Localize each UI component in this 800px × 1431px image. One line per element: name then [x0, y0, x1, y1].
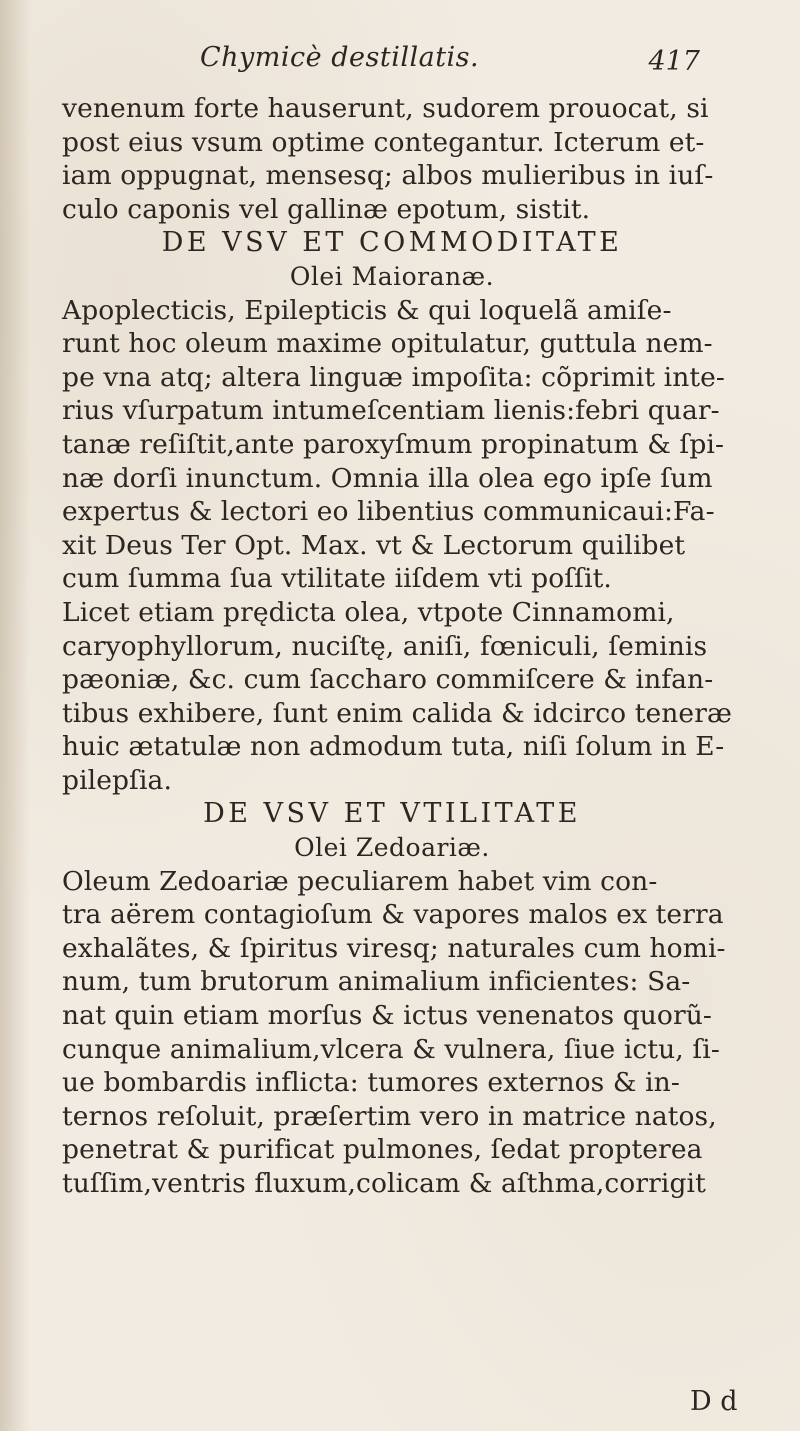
running-head	[200, 42, 700, 86]
text-line: expertus & lectori eo libentius communicaui:Fa-	[62, 496, 715, 528]
section-heading: DE VSV ET COMMODITATE	[161, 227, 623, 259]
text-line: pilepſia.	[62, 764, 172, 796]
text-line: cunque animalium,vlcera & vulnera, ſiue ictu, ſi-	[62, 1033, 720, 1065]
section-subheading: Olei Maioranæ.	[289, 261, 495, 291]
text-line: runt hoc oleum maxime opitulatur, guttula nem-	[62, 328, 713, 360]
text-line: num, tum brutorum animalium inficientes: Sa-	[62, 966, 691, 998]
text-line: nat quin etiam morſus & ictus venenatos quorũ-	[62, 1000, 712, 1032]
page-number: 417	[648, 46, 700, 77]
text-line: post eius vsum optime contegantur. Icterum et-	[62, 126, 705, 158]
text-line: cum ſumma ſua vtilitate iiſdem vti poſſit.	[62, 563, 612, 595]
text-line: rius vſurpatum intumeſcentiam lienis:febri quar-	[62, 395, 720, 427]
text-line: næ dorſi inunctum. Omnia illa olea ego ipſe ſum	[62, 462, 713, 494]
text-line: iam oppugnat, mensesq; albos mulieribus in iuſ-	[62, 160, 714, 192]
text-block	[62, 92, 774, 1201]
section-subheading: Olei Zedoariæ.	[294, 833, 490, 863]
text-line: culo caponis vel gallinæ epotum, sistit.	[62, 193, 591, 225]
text-line: tibus exhibere, ſunt enim calida & idcirco teneræ	[62, 697, 732, 729]
text-line: tanæ reſiſtit,ante paroxyſmum propinatum & ſpi-	[62, 428, 725, 460]
text-line: penetrat & purificat pulmones, ſedat propterea	[62, 1134, 703, 1166]
running-head-title: Chymicè destillatis.	[200, 42, 480, 73]
text-line: exhalãtes, & ſpiritus viresq; naturales cum homi-	[62, 932, 726, 964]
text-line: tra aërem contagioſum & vapores malos ex terra	[62, 899, 724, 931]
text-line: xit Deus Ter Opt. Max. vt & Lectorum quilibet	[62, 529, 686, 561]
text-line: tuſſim,ventris fluxum,colicam & aſthma,corrigit	[62, 1168, 706, 1199]
text-line: venenum forte hauserunt, sudorem prouocat, si	[62, 93, 709, 124]
catchword: D d	[690, 1386, 738, 1417]
text-line: huic ætatulæ non admodum tuta, niſi ſolum in E-	[62, 731, 725, 763]
text-line: ternos reſoluit, præſertim vero in matrice natos,	[62, 1100, 717, 1132]
text-line: caryophyllorum, nuciſtę, aniſi, fœniculi, ſeminis	[62, 630, 708, 662]
text-line: pæoniæ, &c. cum ſaccharo commiſcere & infan-	[62, 664, 714, 696]
text-line: Apoplecticis, Epilepticis & qui loquelã amiſe-	[62, 294, 672, 326]
text-line: Oleum Zedoariæ peculiarem habet vim con-	[62, 865, 658, 897]
text-line: Licet etiam prędicta olea, vtpote Cinnamomi,	[62, 596, 675, 628]
page-gutter-shadow	[0, 0, 30, 1431]
text-line: ue bombardis inflicta: tumores externos & in-	[62, 1067, 680, 1099]
text-line: pe vna atq; altera linguæ impoſita: cõprimit inte-	[62, 361, 725, 393]
section-heading: DE VSV ET VTILITATE	[203, 798, 581, 830]
